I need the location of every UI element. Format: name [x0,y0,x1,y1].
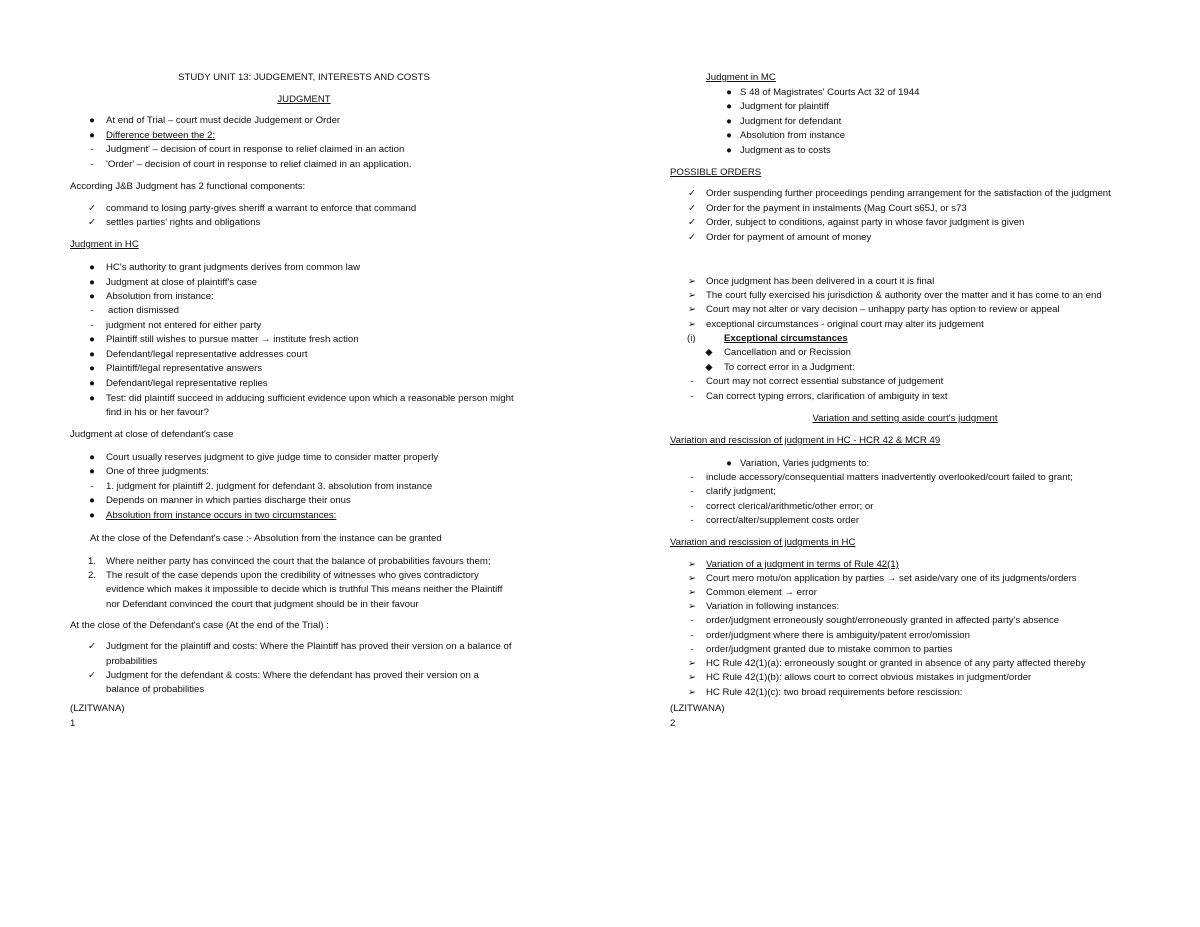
list-item: correct clerical/arithmetic/other error; or [706,501,874,512]
bullet-icon: ● [89,277,95,288]
arrow-bullet-icon: ➢ [687,559,697,570]
list-item: Judgment for the plaintiff and costs: Where the Plaintiff has proved their version on a balance of [106,641,512,652]
arrow-bullet-icon: ➢ [687,304,697,315]
list-number: (i) [687,333,696,344]
checkmark-icon: ✓ [687,188,697,199]
list-item: Defendant/legal representative replies [106,378,268,389]
section-heading: Judgment in HC [70,239,139,250]
bullet-icon: ● [89,452,95,463]
arrow-bullet-icon: ➢ [687,276,697,287]
list-item: To correct error in a Judgment: [724,362,855,373]
dash-icon: - [90,481,94,492]
bullet-icon: ● [726,145,732,156]
list-item: clarify judgment; [706,486,776,497]
list-item: Judgment at close of plaintiff's case [106,277,257,288]
paragraph: At the close of the Defendant's case :- Absolution from the instance can be granted [90,533,442,544]
section-heading: Variation and setting aside court's judgment [812,413,998,424]
list-item: judgment not entered for either party [106,320,262,331]
author-footer: (LZITWANA) [670,703,725,714]
arrow-bullet-icon: ➢ [687,319,697,330]
dash-icon: - [690,630,694,641]
list-item: Order, subject to conditions, against party in whose favor judgment is given [706,217,1025,228]
section-heading: Judgment at close of defendant's case [70,429,234,440]
list-item: Judgment for the defendant & costs: Where the defendant has proved their version on a [106,670,479,681]
bullet-icon: ● [89,115,95,126]
arrow-bullet-icon: ➢ [687,290,697,301]
bullet-icon: ● [89,349,95,360]
list-item: Can correct typing errors, clarification of ambiguity in text [706,391,948,402]
checkmark-icon: ✓ [87,670,97,681]
dash-icon: - [90,144,94,155]
dash-icon: - [690,501,694,512]
section-heading: Judgment in MC [706,72,776,83]
bullet-icon: ● [89,510,95,521]
checkmark-icon: ✓ [87,203,97,214]
dash-icon: - [690,391,694,402]
page-number: 2 [670,718,676,729]
list-item-continued: find in his or her favour? [106,407,209,418]
author-footer: (LZITWANA) [70,703,125,714]
list-item: command to losing party-gives sheriff a warrant to enforce that command [106,203,417,214]
list-item: HC's authority to grant judgments derives from common law [106,262,361,273]
checkmark-icon: ✓ [687,232,697,243]
list-item: Plaintiff/legal representative answers [106,363,263,374]
list-item: include accessory/consequential matters inadvertently overlooked/court failed to grant; [706,472,1073,483]
list-item: Absolution from instance occurs in two circumstances: [106,510,337,521]
list-item: Common element → error [706,587,817,598]
list-item: order/judgment granted due to mistake common to parties [706,644,953,655]
bullet-icon: ● [89,334,95,345]
bullet-icon: ● [89,291,95,302]
list-item: Judgment as to costs [740,145,831,156]
list-item-continued: evidence which makes it impossible to decide which is truthful This means neither the Plaintiff [106,584,503,595]
dash-icon: - [90,159,94,170]
list-item: Judgment for plaintiff [740,101,829,112]
list-number: 2. [87,570,96,581]
study-unit-title: STUDY UNIT 13: JUDGEMENT, INTERESTS AND COSTS [178,72,430,83]
list-item: order/judgment where there is ambiguity/patent error/omission [706,630,970,641]
bullet-icon: ● [89,363,95,374]
dash-icon: - [690,472,694,483]
list-item: Order for payment of amount of money [706,232,872,243]
arrow-bullet-icon: ➢ [687,672,697,683]
list-item: Cancellation and or Recission [724,347,851,358]
arrow-bullet-icon: ➢ [687,601,697,612]
list-item-continued: probabilities [106,656,158,667]
paragraph: At the close of the Defendant's case (At the end of the Trial) : [70,620,329,631]
arrow-bullet-icon: ➢ [687,573,697,584]
list-item: settles parties' rights and obligations [106,217,261,228]
list-item: Absolution from instance: [106,291,214,302]
bullet-icon: ● [89,466,95,477]
list-item: action dismissed [108,305,179,316]
list-item: HC Rule 42(1)(b): allows court to correct obvious mistakes in judgment/order [706,672,1032,683]
paragraph: According J&B Judgment has 2 functional components: [70,181,306,192]
list-item: HC Rule 42(1)(a): erroneously sought or granted in absence of any party affected thereby [706,658,1086,669]
bullet-icon: ● [89,393,95,404]
list-item: order/judgment erroneously sought/erroneously granted in affected party's absence [706,615,1060,626]
list-item: Where neither party has convinced the court that the balance of probabilities favours them; [106,556,491,567]
arrow-bullet-icon: ➢ [687,658,697,669]
dash-icon: - [690,486,694,497]
list-item: The result of the case depends upon the credibility of witnesses who gives contradictory [106,570,479,581]
arrow-bullet-icon: ➢ [687,687,697,698]
list-item: Difference between the 2: [106,130,216,141]
bullet-icon: ● [89,378,95,389]
list-item: Judgment' – decision of court in response to relief claimed in an action [106,144,405,155]
checkmark-icon: ✓ [687,217,697,228]
list-item: Variation in following instances: [706,601,840,612]
list-item: Absolution from instance [740,130,846,141]
bullet-icon: ● [726,458,732,469]
list-item: HC Rule 42(1)(c): two broad requirements before rescission: [706,687,963,698]
checkmark-icon: ✓ [87,641,97,652]
dash-icon: - [690,376,694,387]
dash-icon: - [690,644,694,655]
bullet-icon: ● [89,262,95,273]
bullet-icon: ● [726,130,732,141]
section-heading: POSSIBLE ORDERS [670,167,762,178]
bullet-icon: ● [89,130,95,141]
page-number: 1 [70,718,76,729]
list-item: 'Order' – decision of court in response to relief claimed in an application. [106,159,412,170]
judgment-heading: JUDGMENT [277,94,331,105]
list-item: Plaintiff still wishes to pursue matter → institute fresh action [106,334,359,345]
list-item: Court may not alter or vary decision – unhappy party has option to review or appeal [706,304,1060,315]
list-item: The court fully exercised his jurisdiction & authority over the matter and it has come to an end [706,290,1102,301]
list-item: Court usually reserves judgment to give judge time to consider matter properly [106,452,439,463]
list-item: Judgment for defendant [740,116,842,127]
subsection-heading: Exceptional circumstances [724,333,848,344]
list-item: exceptional circumstances - original court may alter its judgement [706,319,984,330]
bullet-icon: ● [726,87,732,98]
list-number: 1. [87,556,96,567]
list-item: Test: did plaintiff succeed in adducing sufficient evidence upon which a reasonable person might [106,393,514,404]
list-item-continued: balance of probabilities [106,684,205,695]
list-item: One of three judgments: [106,466,209,477]
list-item: Order for the payment in instalments (Mag Court s65J, or s73 [706,203,967,214]
checkmark-icon: ✓ [87,217,97,228]
list-item: correct/alter/supplement costs order [706,515,860,526]
list-item: Depends on manner in which parties discharge their onus [106,495,351,506]
section-heading: Variation and rescission of judgments in HC [670,537,856,548]
list-item-continued: nor Defendant convinced the court that judgment should be in their favour [106,599,419,610]
list-item: S 48 of Magistrates' Courts Act 32 of 1944 [740,87,920,98]
list-item: Variation, Varies judgments to: [740,458,870,469]
checkmark-icon: ✓ [687,203,697,214]
bullet-icon: ● [726,101,732,112]
list-item: Court may not correct essential substance of judgement [706,376,944,387]
bullet-icon: ● [89,495,95,506]
list-item: 1. judgment for plaintiff 2. judgment for defendant 3. absolution from instance [106,481,433,492]
list-item: Defendant/legal representative addresses court [106,349,308,360]
dash-icon: - [690,515,694,526]
section-heading: Variation and rescission of judgment in HC - HCR 42 & MCR 49 [670,435,941,446]
dash-icon: - [90,305,94,316]
dash-icon: - [90,320,94,331]
dash-icon: - [690,615,694,626]
list-item: Once judgment has been delivered in a court it is final [706,276,935,287]
list-item: Court mero motu/on application by parties → set aside/vary one of its judgments/orders [706,573,1077,584]
diamond-bullet-icon: ◆ [705,362,713,373]
list-item: At end of Trial – court must decide Judgement or Order [106,115,341,126]
list-item: Order suspending further proceedings pending arrangement for the satisfaction of the judgment [706,188,1111,199]
list-item: Variation of a judgment in terms of Rule 42(1) [706,559,899,570]
arrow-bullet-icon: ➢ [687,587,697,598]
bullet-icon: ● [726,116,732,127]
diamond-bullet-icon: ◆ [705,347,713,358]
